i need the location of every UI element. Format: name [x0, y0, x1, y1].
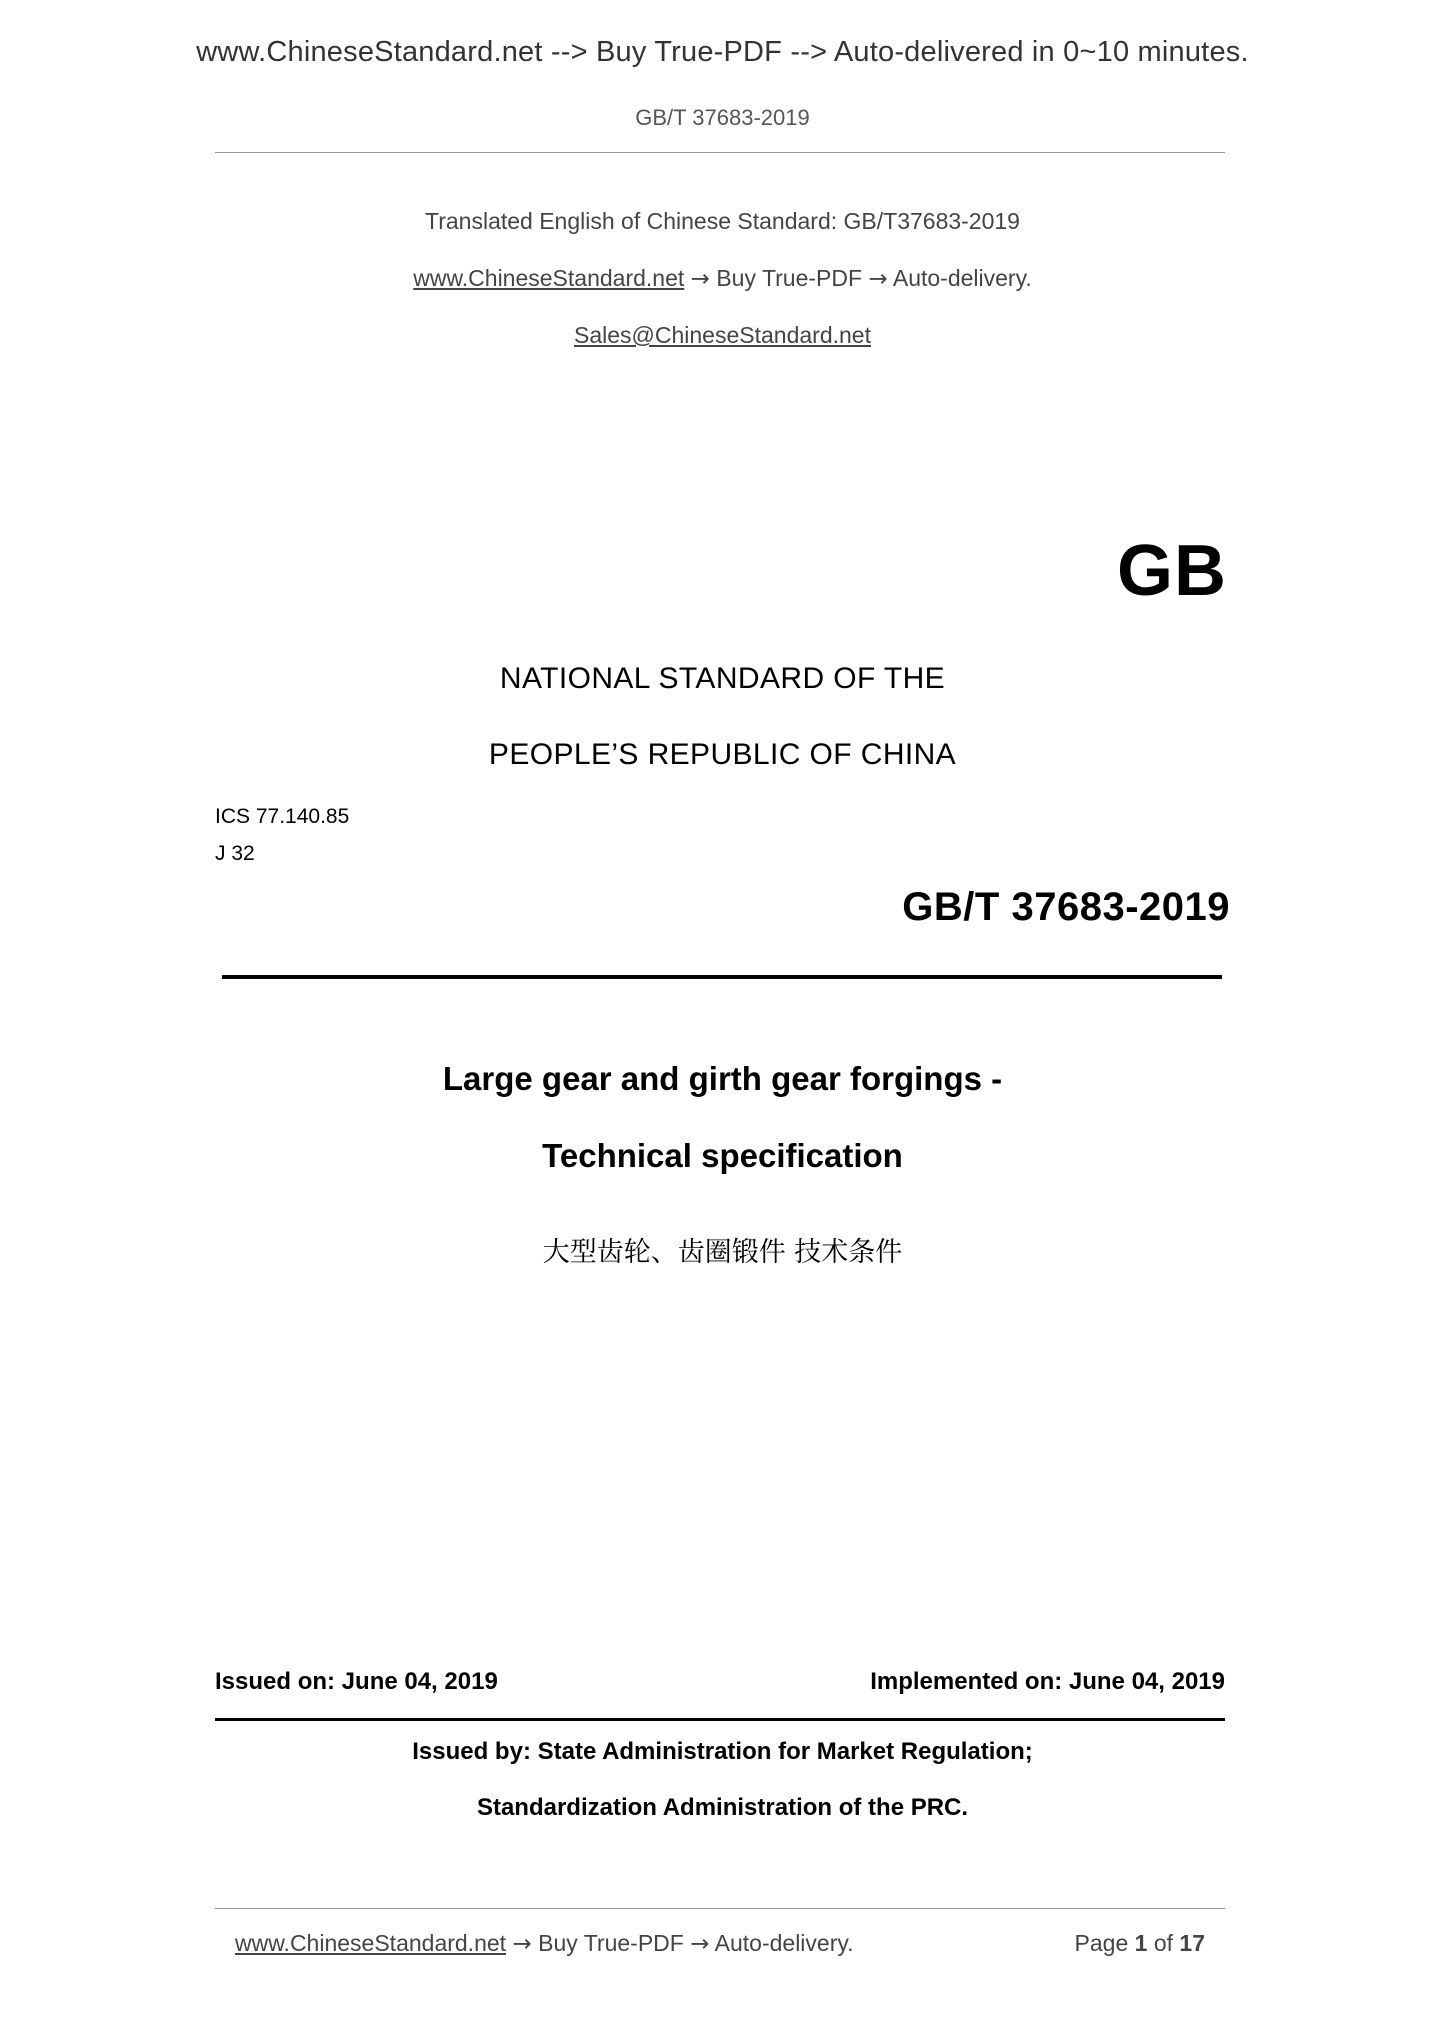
intro-buy-label: Buy True-PDF [716, 265, 863, 291]
translated-title-line: Translated English of Chinese Standard: GB/T37683-2019 [425, 208, 1020, 234]
intro-site-link[interactable]: www.ChineseStandard.net [413, 265, 685, 291]
classification-code: J 32 [215, 842, 255, 865]
issue-divider [215, 1718, 1225, 1721]
arrow-icon-4: → [690, 1931, 710, 1957]
page-label: Page [1074, 1930, 1129, 1956]
issued-on-date: Issued on: June 04, 2019 [215, 1668, 498, 1695]
gb-logo-mark: GB [1117, 531, 1227, 611]
issued-by-line-2: Standardization Administration of the PRC. [476, 1794, 969, 1821]
page-number: 1 [1134, 1930, 1148, 1956]
promo-banner: www.ChineseStandard.net --> Buy True-PDF --> Auto-delivered in 0~10 minutes. [196, 36, 1249, 68]
header-divider [215, 152, 1225, 153]
intro-email-line [0, 322, 1445, 349]
intro-delivery-label: Auto-delivery. [892, 265, 1032, 291]
arrow-icon-2: → [868, 266, 888, 292]
intro-email-link[interactable]: Sales@ChineseStandard.net [574, 322, 871, 348]
title-divider [222, 975, 1222, 979]
arrow-icon: → [690, 266, 710, 292]
ics-code: ICS 77.140.85 [215, 805, 350, 828]
implemented-on-date: Implemented on: June 04, 2019 [870, 1668, 1225, 1695]
national-standard-line-2: PEOPLE’S REPUBLIC OF CHINA [488, 738, 957, 771]
footer-left [235, 1930, 854, 1957]
document-title-line-1: Large gear and girth gear forgings - [442, 1060, 1003, 1097]
of-label: of [1153, 1930, 1174, 1956]
page-total: 17 [1179, 1930, 1205, 1956]
footer-site-link[interactable]: www.ChineseStandard.net [235, 1930, 507, 1956]
issued-by-line-1: Issued by: State Administration for Market Regulation; [412, 1738, 1033, 1765]
footer-buy-label: Buy True-PDF [538, 1930, 684, 1956]
intro-site-line [0, 265, 1445, 292]
header-standard-code: GB/T 37683-2019 [635, 105, 810, 130]
footer-page-indicator [1075, 1930, 1205, 1957]
arrow-icon-3: → [512, 1931, 532, 1957]
footer-divider [215, 1908, 1225, 1909]
document-title-chinese: 大型齿轮、齿圈锻件 技术条件 [542, 1237, 903, 1268]
standard-number: GB/T 37683-2019 [902, 885, 1230, 929]
document-title-line-2: Technical specification [542, 1137, 903, 1174]
footer-delivery-label: Auto-delivery. [714, 1930, 854, 1956]
national-standard-line-1: NATIONAL STANDARD OF THE [499, 662, 946, 695]
